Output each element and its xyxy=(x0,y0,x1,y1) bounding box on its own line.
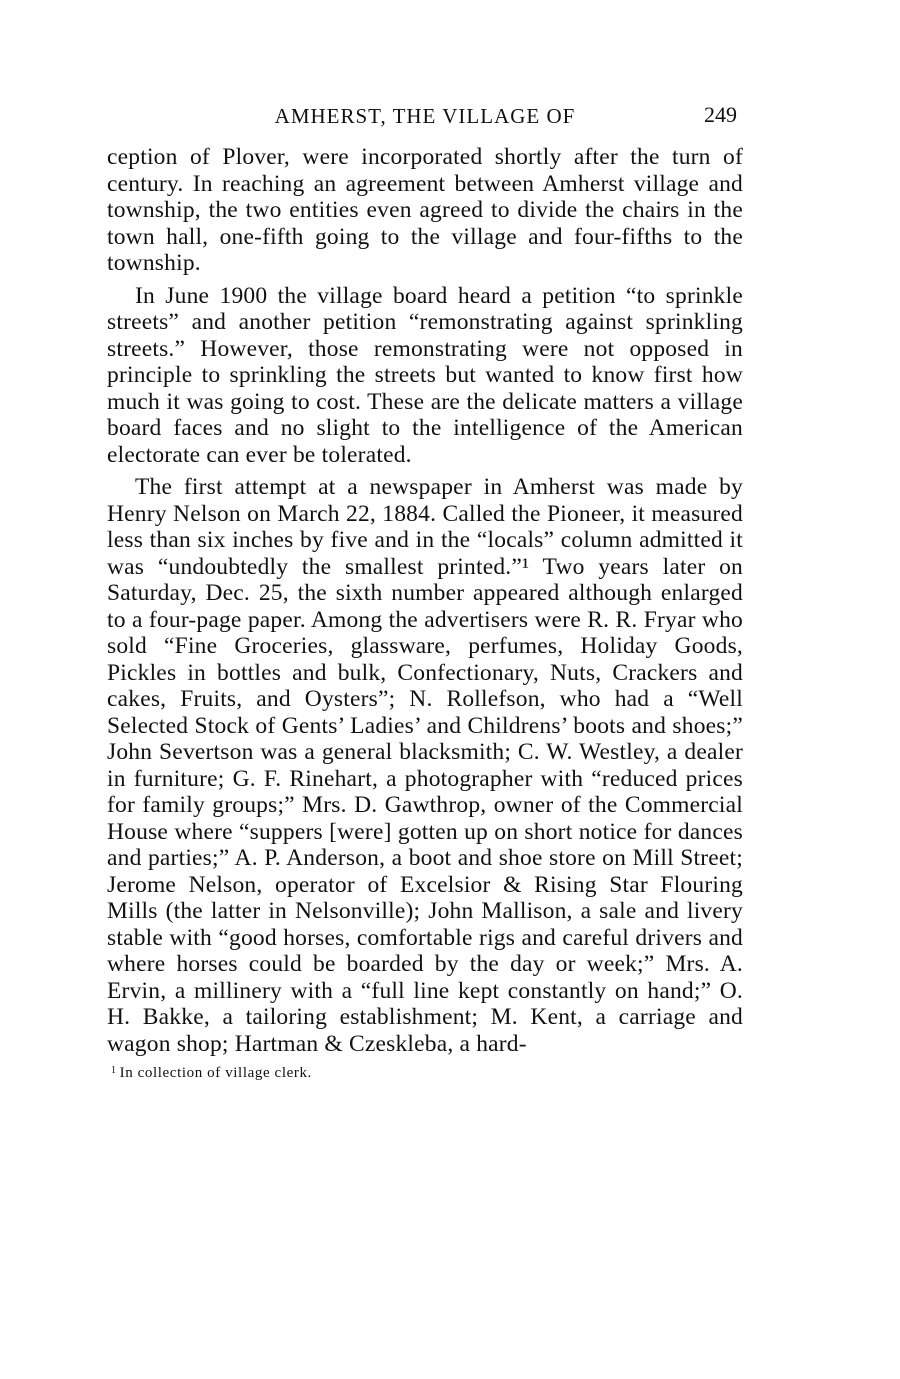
paragraph: ception of Plover, were incorporated shortly after the turn of century. In reaching an agreement between Amherst village and township, the two entities even agreed to divide the chairs in the town hall, one-fifth going to the village and four-fifths to the township. xyxy=(107,144,743,276)
paragraph: In June 1900 the village board heard a petition “to sprinkle streets” and another petition “remonstrating against sprinkling streets.” However, those remonstrating were not opposed in principle to sprinkling the streets but wanted to know first how much it was going to cost. These are the delicate matters a village board faces and no slight to the intelligence of the American electorate can ever be tolerated. xyxy=(107,282,743,468)
footnote xyxy=(111,1065,743,1082)
book-page xyxy=(107,96,743,1082)
running-title: AMHERST, THE VILLAGE OF xyxy=(274,104,576,128)
running-header xyxy=(107,96,743,136)
page-number: 249 xyxy=(704,102,737,127)
body-text xyxy=(107,144,743,1057)
footnote-text: In collection of village clerk. xyxy=(119,1065,312,1081)
paragraph: The first attempt at a newspaper in Amherst was made by Henry Nelson on March 22, 1884. Called the Pioneer, it measured less than six inches by five and in the “locals” column admitted it was “undoubtedly the smallest printed.”¹ Two years later on Saturday, Dec. 25, the sixth number appeared although enlarged to a four-page paper. Among the advertisers were R. R. Fryar who sold “Fine Groceries, glassware, perfumes, Holiday Goods, Pickles in bottles and bulk, Confectionary, Nuts, Crackers and cakes, Fruits, and Oysters”; N. Rollefson, who had a “Well Selected Stock of Gents’ Ladies’ and Childrens’ boots and shoes;” John Severtson was a general blacksmith; C. W. Westley, a dealer in furniture; G. F. Rinehart, a photographer with “reduced prices for family groups;” Mrs. D. Gawthrop, owner of the Commercial House where “suppers [were] gotten up on short notice for dances and parties;” A. P. Anderson, a boot and shoe store on Mill Street; Jerome Nelson, operator of Excelsior & Rising Star Flouring Mills (the latter in Nelsonville); John Mallison, a sale and livery stable with “good horses, comfortable rigs and careful drivers and where horses could be boarded by the day or week;” Mrs. A. Ervin, a millinery with a “full line kept constantly on hand;” O. H. Bakke, a tailoring establishment; M. Kent, a carriage and wagon shop; Hartman & Czeskleba, a hard- xyxy=(107,474,743,1057)
footnote-marker: 1 xyxy=(111,1065,117,1076)
